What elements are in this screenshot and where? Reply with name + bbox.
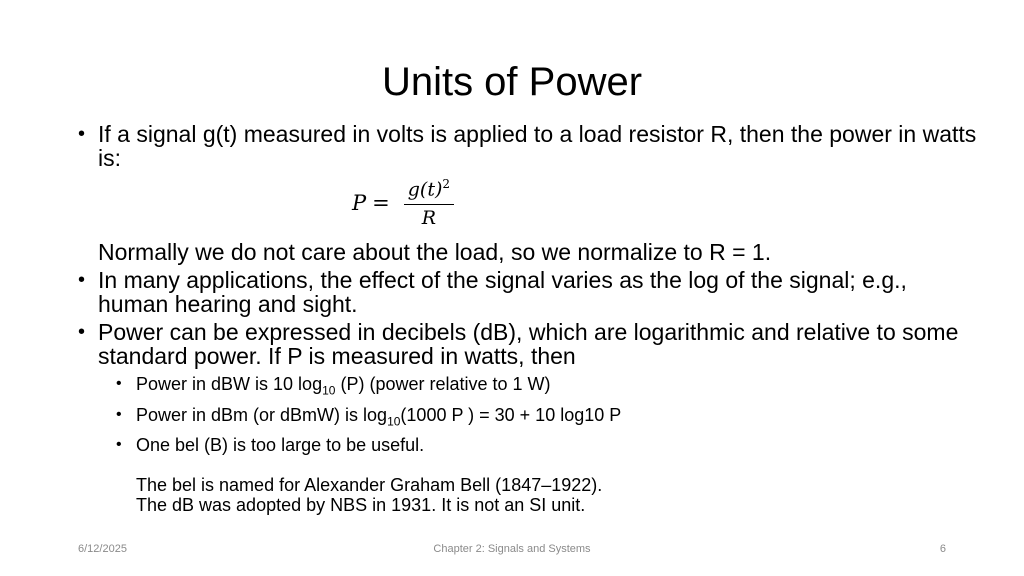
bullet-item — [78, 268, 978, 316]
power-formula — [78, 172, 978, 234]
bullet-marker: • — [78, 123, 86, 145]
numerator-exponent: 2 — [442, 177, 451, 192]
bullet-marker: • — [116, 436, 122, 454]
slide-title: Units of Power — [381, 60, 643, 104]
subscript: 10 — [387, 414, 401, 429]
subscript: 10 — [322, 383, 336, 398]
bullet-marker: • — [116, 375, 122, 392]
bel-note — [78, 475, 978, 515]
bullet-text: In many applications, the effect of the signal varies as the log of the signal; e.g., human hearing and sight. — [98, 267, 907, 317]
footer-chapter: Chapter 2: Signals and Systems — [433, 543, 591, 555]
sub-bullet-pre: Power in dBm (or dBmW) is log — [136, 404, 388, 425]
sub-bullet-post: (1000 P ) = 30 + 10 log10 P — [400, 404, 622, 425]
bullet-marker: • — [78, 321, 86, 343]
bullet-followup: Normally we do not care about the load, so we normalize to R = 1. — [98, 239, 772, 265]
bullet-marker: • — [116, 405, 122, 423]
formula-numerator — [404, 177, 454, 204]
footer-date: 6/12/2025 — [78, 543, 127, 555]
slide-body — [78, 122, 978, 515]
numerator-text: g(t) — [407, 178, 443, 201]
sub-bullet-list — [78, 372, 978, 457]
bullet-text: If a signal g(t) measured in volts is applied to a load resistor R, then the power in watts is: — [98, 121, 977, 171]
bullet-text: Power can be expressed in decibels (dB), which are logarithmic and relative to some standard power. If P is measured in watts, then — [98, 319, 959, 369]
footer-page-number: 6 — [939, 543, 946, 555]
sub-bullet-pre: One bel (B) is too large to be useful. — [136, 435, 425, 456]
sub-bullet-item — [116, 403, 978, 434]
bullet-item — [78, 320, 978, 368]
bullet-marker: • — [78, 269, 86, 291]
note-line: The dB was adopted by NBS in 1931. It is not an SI unit. — [136, 495, 586, 516]
sub-bullet-item — [116, 372, 978, 403]
note-line: The bel is named for Alexander Graham Bell (1847–1922). — [136, 475, 603, 496]
formula-fraction — [404, 177, 454, 228]
formula-denominator: R — [421, 206, 437, 229]
bullet-item — [78, 122, 978, 170]
formula-lhs: P — [352, 191, 367, 215]
sub-bullet-post: (P) (power relative to 1 W) — [335, 374, 551, 394]
formula-equals: = — [372, 191, 390, 215]
sub-bullet-pre: Power in dBW is 10 log — [136, 374, 323, 394]
sub-bullet-item — [116, 433, 978, 457]
